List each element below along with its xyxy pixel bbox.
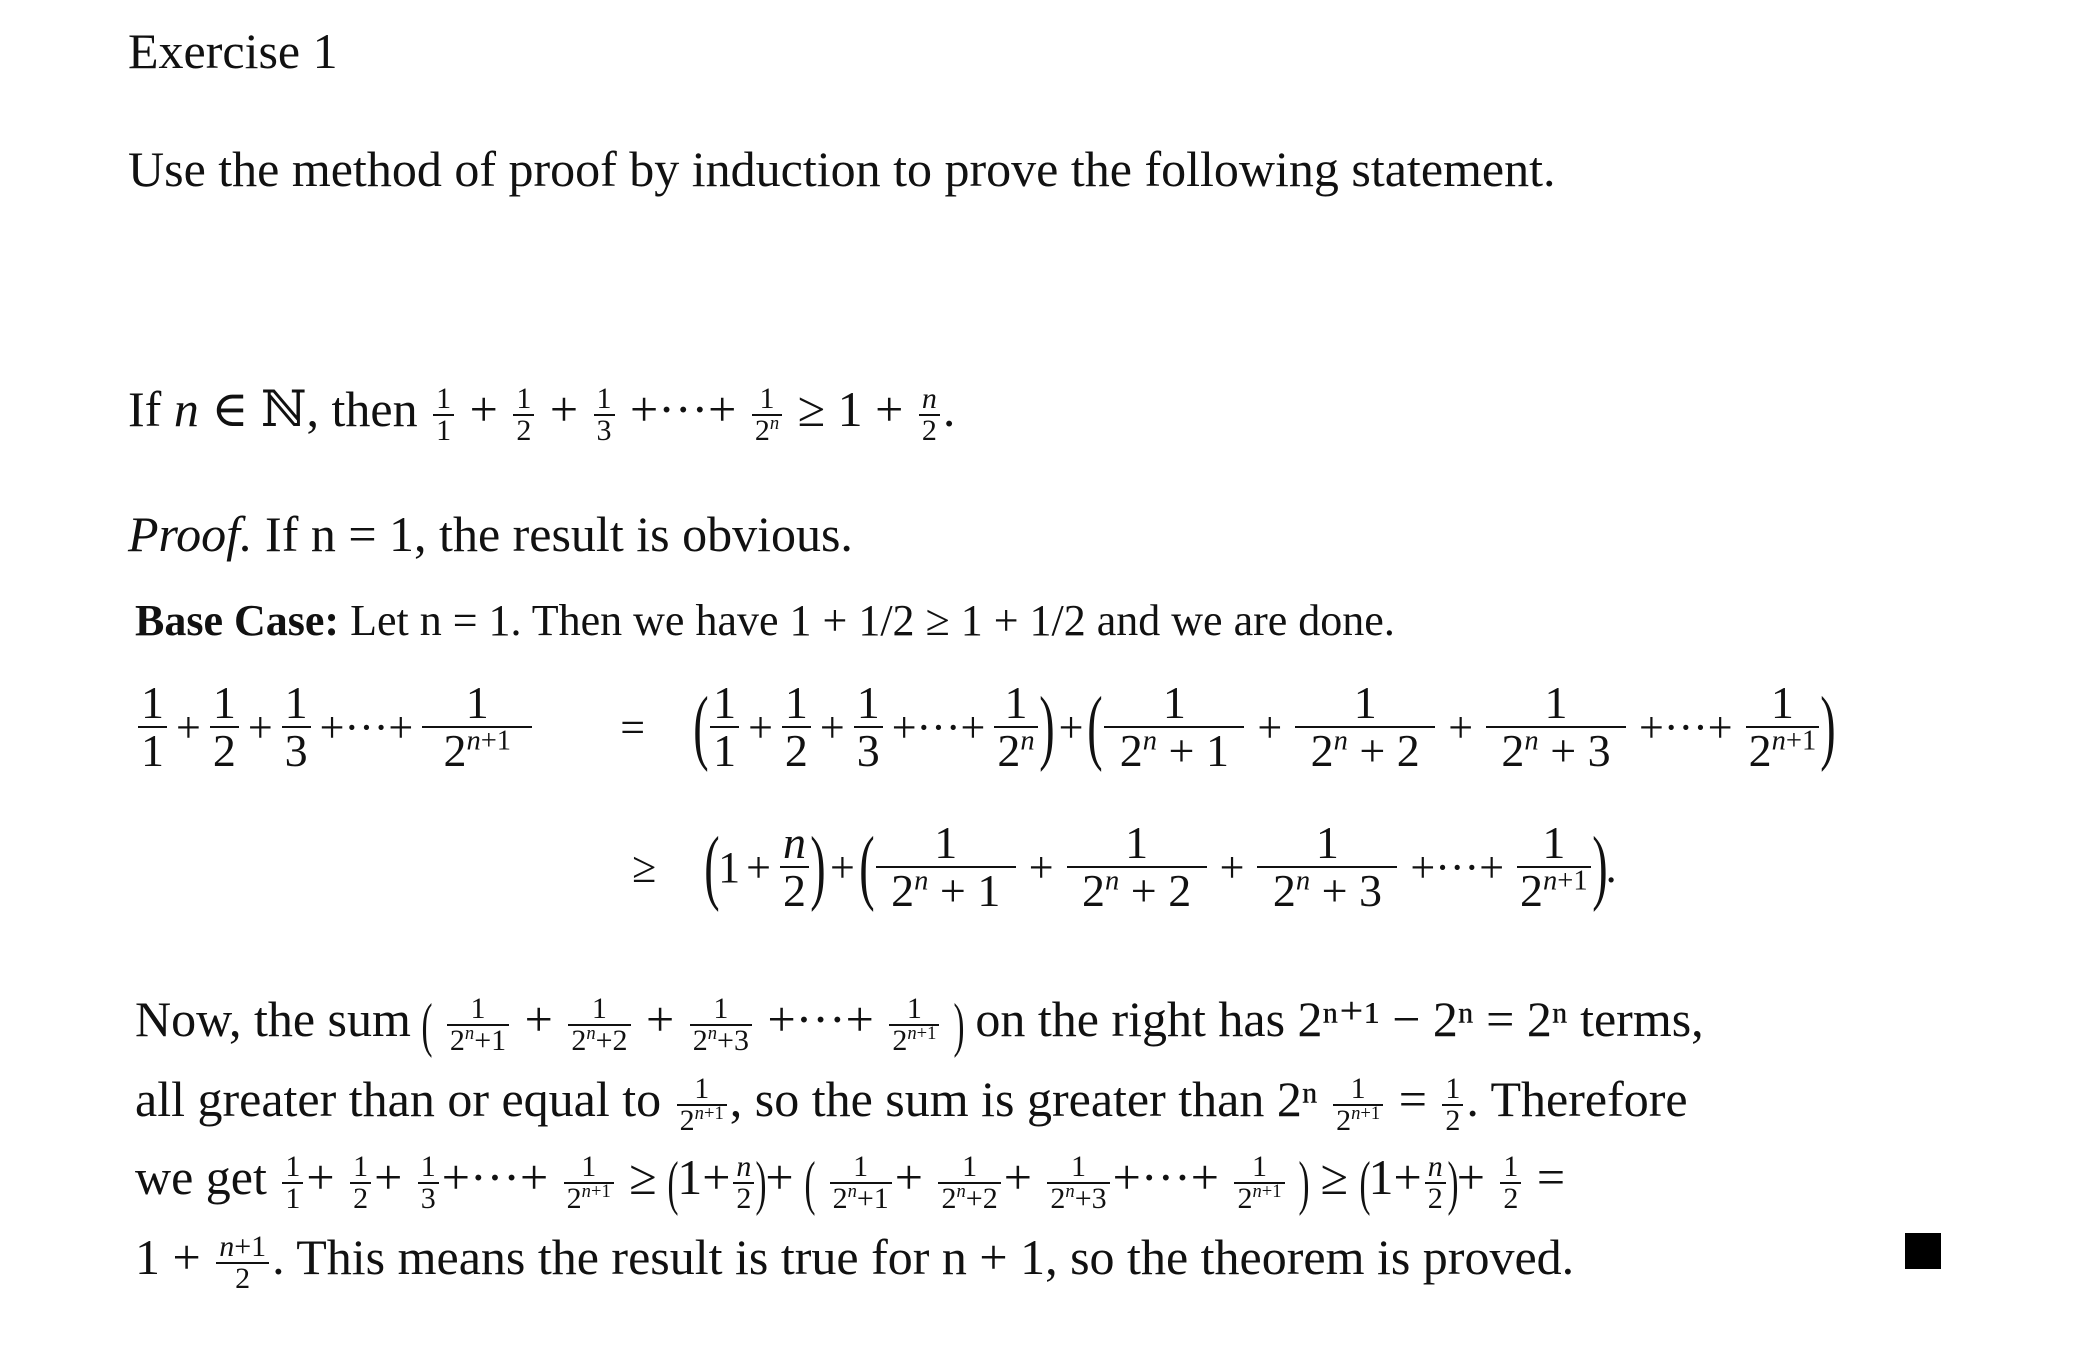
paragraph-line-4 xyxy=(135,1228,1574,1294)
fraction: $\frac{1}{2}$ xyxy=(1442,1074,1463,1136)
fraction: $\frac{1}{3}$ xyxy=(282,680,311,774)
n-var: n xyxy=(173,381,199,437)
statement-rest: ∈ ℕ, then xyxy=(198,381,431,437)
proof-label: Proof. xyxy=(128,506,253,562)
exercise-heading: Exercise 1 xyxy=(128,23,338,79)
fraction: $\frac{1}{2^{n+1}}$ xyxy=(564,1152,614,1214)
fraction: $\frac{n}{2}$ xyxy=(780,820,809,914)
fraction: $\frac{1}{2}$ xyxy=(1500,1152,1521,1214)
text: on the right has 2ⁿ⁺¹ − 2ⁿ = 2ⁿ terms, xyxy=(975,991,1704,1047)
fraction: $\frac{1}{2}$ xyxy=(782,680,811,774)
statement-lead: If xyxy=(128,381,174,437)
fraction: $\frac{1}{2^n+1}$ xyxy=(447,994,509,1056)
paragraph-line-2 xyxy=(135,1070,1688,1136)
equals-sign: = xyxy=(620,702,646,752)
text: we get xyxy=(135,1149,267,1205)
text: 1 + xyxy=(135,1229,201,1285)
geq-sign: ≥ xyxy=(632,842,657,892)
fraction: $\frac{1}{2}$ xyxy=(210,680,239,774)
proof-line xyxy=(128,505,853,563)
text: Now, the sum xyxy=(135,991,411,1047)
qed-square-icon xyxy=(1905,1233,1941,1269)
fraction: $\frac{1}{2^{n+1}}$ xyxy=(1746,680,1820,774)
fraction: $\frac{1}{3}$ xyxy=(854,680,883,774)
base-case-text: Let n = 1. Then we have 1 + 1/2 ≥ 1 + 1/2 and we are done. xyxy=(350,596,1395,645)
fraction: $\frac{1}{2^{n+1}}$ xyxy=(1517,820,1591,914)
fraction: $\frac{1}{3}$ xyxy=(594,384,615,446)
fraction: $\frac{1}{3}$ xyxy=(418,1152,439,1214)
text: . Therefore xyxy=(1466,1071,1688,1127)
fraction: $\frac{n+1}{2}$ xyxy=(216,1232,269,1294)
text: all greater than or equal to xyxy=(135,1071,662,1127)
equation-row-1: 1 1 + $\frac{1}{2}$ + $\frac{1}{3}$ +···+ $\frac{1}{2^{n+1}}$ = ( 1 1 + $\frac{1}{2}$ + $\frac{1}{3}$ +···+ $\frac{1}{2^n}$ ) + ( 1 $2^n + 1$ + $\frac{1}{2^n + 2}$ + $\frac{1}{2^n + 3}$ +···+ $\frac{1}{2^{n+1}}$ ) xyxy=(135,680,1834,774)
fraction: $\frac{1}{2^n+2}$ xyxy=(938,1152,1000,1214)
fraction: $\frac{1}{2^n + 3}$ xyxy=(1486,680,1626,774)
text: . This means the result is true for n + 1, so the theorem is proved. xyxy=(272,1229,1575,1285)
theorem-statement: If n ∈ ℕ, then $\frac{1}{1}$ + $\frac{1}{2}$ + $\frac{1}{3}$ +···+ $\frac{1}{2^n}$ ≥ 1 + $\frac{n}{2}$ . xyxy=(128,381,956,447)
paragraph-line-3: we get $\frac{1}{1}$ + $\frac{1}{2}$ + $\frac{1}{3}$ +···+ $\frac{1}{2^{n+1}}$ ≥ (1+ $\frac{n}{2}$ )+ ( $\frac{1}{2^n+1}$ + $\frac{1}{2^n+2}$ + $\frac{1}{2^n+3}$ +···+ $\frac{1}{2^{n+1}}$ ) ≥ (1+ $\frac{n}{2}$ )+ $\frac{1}{2}$ = xyxy=(135,1149,1566,1216)
proof-text: If n = 1, the result is obvious. xyxy=(265,506,853,562)
fraction: $\frac{1}{2^n+3}$ xyxy=(690,994,752,1056)
fraction: $\frac{1}{2}$ xyxy=(513,384,534,446)
fraction: 1 $2^n + 1$ xyxy=(1104,680,1244,774)
fraction: $\frac{n}{2}$ xyxy=(919,384,940,446)
fraction: $\frac{1}{1}$ xyxy=(282,1152,303,1214)
base-case xyxy=(135,595,1395,646)
fraction: $\frac{1}{2^n}$ xyxy=(994,680,1037,774)
fraction: $\frac{n}{2}$ xyxy=(733,1152,754,1214)
text: = xyxy=(1398,1071,1427,1127)
paragraph-line-1: Now, the sum ( $\frac{1}{2^n+1}$ + $\frac{1}{2^n+2}$ + $\frac{1}{2^n+3}$ +···+ $\frac{1}{2^{n+1}}$ ) on the right has 2ⁿ⁺¹ − 2ⁿ = 2ⁿ terms, xyxy=(135,991,1704,1058)
fraction: $\frac{1}{2^n + 2}$ xyxy=(1295,680,1435,774)
fraction: $\frac{1}{2}$ xyxy=(350,1152,371,1214)
fraction: $\frac{1}{2^{n+1}}$ xyxy=(677,1074,727,1136)
fraction: $\frac{1}{2^{n+1}}$ xyxy=(1333,1074,1383,1136)
fraction: $\frac{n}{2}$ xyxy=(1425,1152,1446,1214)
fraction: $\frac{1}{2^n+2}$ xyxy=(568,994,630,1056)
fraction: 1 1 xyxy=(710,680,739,774)
fraction: $\frac{1}{2^{n+1}}$ xyxy=(422,680,532,774)
fraction: $\frac{1}{2^{n+1}}$ xyxy=(889,994,939,1056)
fraction: $\frac{1}{2^n}$ xyxy=(752,384,782,446)
fraction: $\frac{1}{2^n + 3}$ xyxy=(1257,820,1397,914)
base-case-label: Base Case: xyxy=(135,596,340,645)
fraction: 1 1 xyxy=(138,680,167,774)
fraction: $\frac{1}{2^n+3}$ xyxy=(1047,1152,1109,1214)
equation-row-2: ≥ ( 1 + $\frac{n}{2}$ ) + ( 1 $2^n + 1$ + $\frac{1}{2^n + 2}$ + $\frac{1}{2^n + 3}$ +···+ $\frac{1}{2^{n+1}}$ ) . xyxy=(632,817,1617,916)
fraction: $\frac{1}{2^n+1}$ xyxy=(830,1152,892,1214)
text: , so the sum is greater than 2ⁿ xyxy=(729,1071,1318,1127)
fraction: 1 $2^n + 1$ xyxy=(876,820,1016,914)
instruction-text: Use the method of proof by induction to prove the following statement. xyxy=(128,141,1556,197)
fraction: $\frac{1}{2^n + 2}$ xyxy=(1067,820,1207,914)
fraction: $\frac{1}{2^{n+1}}$ xyxy=(1234,1152,1284,1214)
fraction: $\frac{1}{1}$ xyxy=(433,384,454,446)
